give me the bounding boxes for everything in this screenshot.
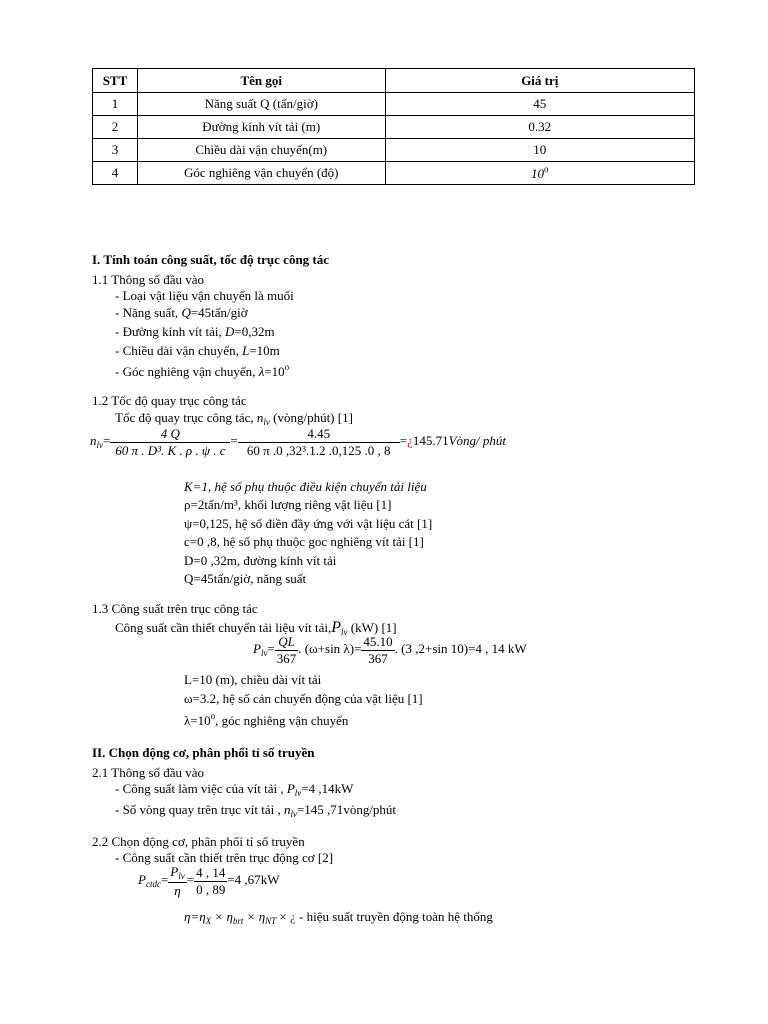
param-d: D=0 ,32m, đường kính vít tải [184,553,337,568]
cell-stt: 2 [93,116,138,139]
cell-name: Góc nghiêng vận chuyển (độ) [137,162,385,185]
subsection-2-1-title: 2.1 Thông số đầu vào [92,765,205,780]
input-material: - Loại vật liệu vận chuyển là muối [115,288,294,303]
degree-sup: o [544,164,549,175]
fraction: $\frac{45.10}{367}$ [363,634,393,666]
fraction: $\frac{4.45}{\text{60 π .0 ,32³.1.2 .0,125 .0 , 8}}$ [238,426,400,458]
section-2-heading: II. Chọn động cơ, phân phối tỉ số truyền [92,745,315,760]
cell-stt: 4 [93,162,138,185]
input-speed: - Số vòng quay trên trục vít tải , $n_{lv}=145$ ,71vòng/phút [115,802,397,819]
motor-power-formula: $P_{ctdc}=$ $\frac{P_{lv}}{\eta}$ = $\frac{4 , 14}{0 , 89}$ =4 ,67kW [138,864,280,898]
table-row [93,93,695,116]
input-angle: - Góc nghiêng vận chuyển, $\lambda=10^o$ [115,362,290,379]
table-header-row [93,69,695,93]
motor-power-description: - Công suất cần thiết trên trục động cơ [2] [115,850,334,865]
section-1-heading: I. Tính toán công suất, tốc độ trục công tác [92,252,330,267]
param-l: L=10 (m), chiều dài vít tải [184,672,322,687]
header-value: Giá trị [385,69,694,93]
fraction: $\frac{P_{lv}}{\eta}$ [170,864,185,898]
power-description: Công suất cần thiết chuyển tải liệu vít $tải,P_{lv}$ (kW) [1] [115,619,397,637]
subsection-1-3-title: 1.3 Công suất trên trục công tác [92,601,258,616]
speed-description: Tốc độ quay trục công tác, $n_{lv}$ (vòng/phút) [1] [115,410,353,427]
param-omega: ω=3.2, hệ số cản chuyển động của vật liệu [1] [184,691,423,706]
angle-value: 10 [531,166,545,182]
header-name: Tên gọi [137,69,385,93]
parameter-table [92,68,695,185]
fraction: $\frac{4 Q}{\text{60 π . D³. K . ρ . ψ . c}}$ [110,426,230,458]
power-formula: $P_{lv}=$ $\frac{QL}{367}$ . (ω+sin λ)= $\frac{45.10}{367}$ . (3 ,2+sin 10)=4 , 14 kW [253,634,527,666]
speed-formula: $n_{lv}=$ $\frac{4 Q}{\text{60 π . D³. K . ρ . ψ . c}}$ = $\frac{4.45}{\text{60 π .0 ,32³.1.2 .0,125 .0 , 8}}$ =¿145.71Vòng/ phút [90,426,506,458]
cell-name: Chiều dài vận chuyển(m) [137,139,385,162]
cell-name: Năng suất Q (tấn/giờ) [137,93,385,116]
efficiency-formula: $\eta=\eta_X \times \eta_{brt} \times \eta_{NT}$ × ¿ - hiệu suất truyền động toàn hệ thống [184,909,493,926]
cell-value [385,162,694,185]
cell-value: 45 [385,93,694,116]
param-lambda: $\lambda=10^o$, góc nghiêng vận chuyển [184,711,349,728]
header-stt: STT [93,69,138,93]
param-q: Q=45tấn/giờ, năng suất [184,571,307,586]
input-diameter: - Đường kính vít tải, D=0,32m [115,324,275,339]
table-row [93,139,695,162]
table-row [93,162,695,185]
input-length: - Chiều dài vận chuyển, L=10m [115,343,280,358]
subsection-1-1-title: 1.1 Thông số đầu vào [92,272,205,287]
cell-value: 0.32 [385,116,694,139]
table-row [93,116,695,139]
cell-value: 10 [385,139,694,162]
input-power: - Công suất làm việc của vít tải , $P_{lv}=4$ ,14kW [115,781,354,798]
param-c: c=0 ,8, hệ số phụ thuộc goc nghiêng vít tải [1] [184,534,424,549]
fraction: $\frac{4 , 14}{0 , 89}$ [196,865,226,897]
param-psi: ψ=0,125, hệ số điền đầy ứng với vật liệu cát [1] [184,516,433,531]
subsection-1-2-title: 1.2 Tốc độ quay trục công tác [92,393,247,408]
fraction: $\frac{QL}{367}$ [276,634,297,666]
cell-name: Đường kính vít tải (m) [137,116,385,139]
subsection-2-2-title: 2.2 Chọn động cơ, phân phối tỉ số truyền [92,834,305,849]
cell-stt: 1 [93,93,138,116]
input-capacity: - Năng suất, Q=45tấn/giờ [115,305,248,320]
param-k: K=1, hệ số phụ thuộc điều kiện chuyển tải liệu [184,479,427,494]
param-rho: ρ=2tấn/m³, khối lượng riêng vật liệu [1] [184,497,392,512]
cell-stt: 3 [93,139,138,162]
